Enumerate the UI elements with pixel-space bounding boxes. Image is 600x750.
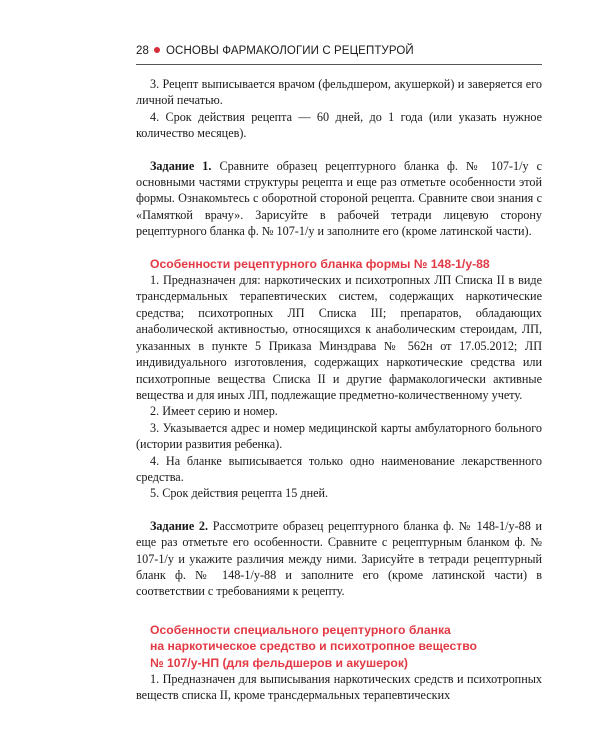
paragraph-item-3: 3. Рецепт выписывается врачом (фельдшером, акушеркой) и заверяется его личной печатью. (136, 77, 542, 108)
section-148-item-3: 3. Указывается адрес и номер медицинской карты амбулаторного больного (истории развития ребенка). (136, 420, 542, 452)
task-1-text: Сравните образец рецептурного бланка ф. № 107-1/у с основными частями структуры рецепта и еще раз отметьте особенности этой формы. Ознакомьтесь с оборотной стороной рецепта. Сравните свои знания с «Памяткой врачу». Зарисуйте в рабочей тетради лицевую сторону рецептурного бланка ф. № 107-1/у и заполните его (кроме латинской части). (136, 158, 542, 239)
section-148-item-2: 2. Имеет серию и номер. (150, 404, 278, 419)
section-107np-item-1: 1. Предназначен для выписывания наркотических средств и психотропных веществ списка II, кроме трансдермальных терапевтических (136, 672, 542, 703)
running-header (136, 44, 542, 59)
section-heading-107np-line-1: Особенности специального рецептурного бланка (150, 622, 451, 637)
section-148-item-1: 1. Предназначен для: наркотических и психотропных ЛП Списка II в виде трансдермальных терапевтических систем, содержащих наркотические средства; психотропных ЛП Списка III; препаратов, обладающих анаболической активностью, относящихся к анаболическим стероидам, ЛП, указанных в пункте 5 Приказа Минздрава № 562н от 17.05.2012; ЛП индивидуального изготовления, содержащих наркотические средства или психотропные вещества Списка II и другие фармакологически активные вещества и для иных ЛП, подлежащие предметно-количественному учету. (136, 273, 542, 402)
task-2-text: Рассмотрите образец рецептурного бланка ф. № 148-1/у-88 и еще раз отметьте его особенности. Сравните с рецептурным бланком ф. № 107-1/у и укажите различия между ними. Зарисуйте в тетради рецептурный бланк ф. № 148-1/у-88 и заполните его (кроме латинской части) в соответствии с требованиями к рецепту. (136, 518, 542, 599)
section-heading-107np-line-2: на наркотическое средство и психотропное вещество (150, 639, 478, 654)
running-title: ОСНОВЫ ФАРМАКОЛОГИИ С РЕЦЕПТУРОЙ (166, 45, 414, 57)
section-heading-107np-line-3: № 107/у-НП (для фельдшеров и акушерок) (150, 655, 408, 670)
section-heading-148: Особенности рецептурного бланка формы № 148-1/у-88 (150, 256, 490, 271)
page-number: 28 (136, 45, 149, 57)
task-2-paragraph (136, 518, 542, 600)
task-1-label: Задание 1. (150, 158, 212, 173)
task-2-label: Задание 2. (150, 518, 209, 533)
bullet-dot-icon (154, 47, 160, 53)
page-body (136, 76, 542, 704)
section-148-item-4: 4. На бланке выписывается только одно наименование лекарственного средства. (136, 453, 542, 484)
paragraph-item-4: 4. Срок действия рецепта — 60 дней, до 1 года (или указать нужное количество месяцев). (136, 109, 542, 141)
header-divider (136, 64, 542, 65)
task-1-paragraph (136, 158, 542, 240)
section-148-item-5: 5. Срок действия рецепта 15 дней. (150, 486, 329, 501)
